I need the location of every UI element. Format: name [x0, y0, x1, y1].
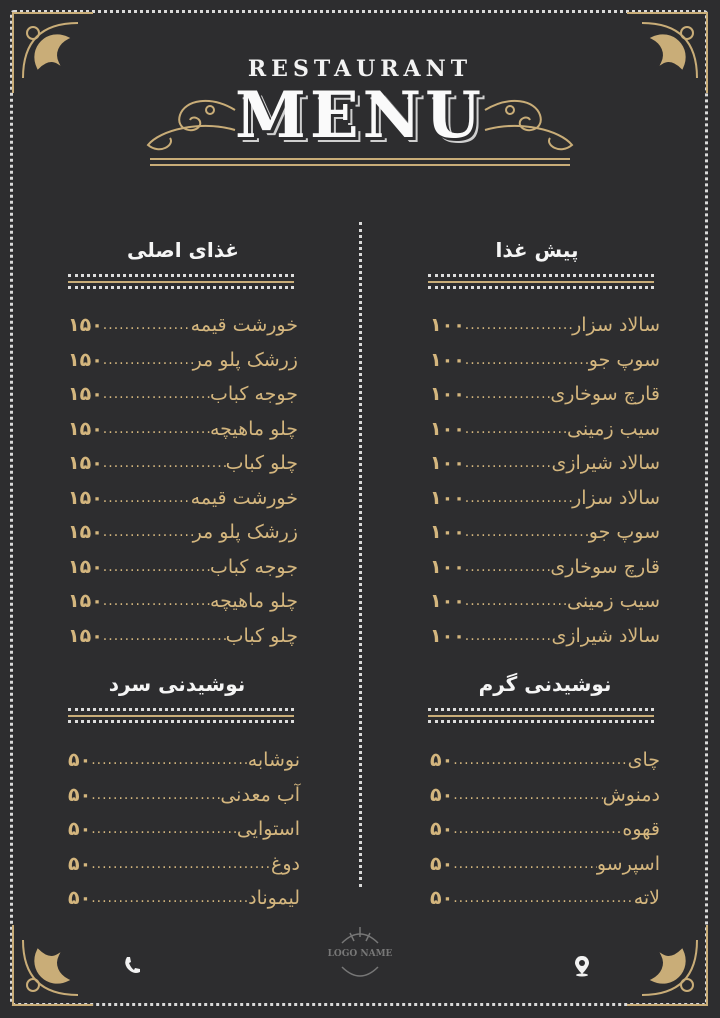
leader-dots: [103, 621, 226, 651]
item-price: ۱۵۰: [68, 624, 103, 647]
main-rule: [68, 274, 294, 290]
menu-item-hot-drinks: [430, 745, 660, 775]
section-title-main: غذای اصلی: [127, 238, 239, 262]
leader-dots: [103, 483, 191, 513]
leader-dots: [103, 552, 210, 582]
item-price: ۱۰۰: [430, 624, 465, 647]
leader-dots: [453, 745, 627, 775]
item-price: ۱۰۰: [430, 521, 465, 543]
item-price: ۱۵۰: [68, 348, 103, 371]
item-name: سیب زمینی: [566, 417, 660, 440]
phone-icon: [122, 955, 142, 977]
menu-item-starters: [430, 414, 660, 444]
leader-dots: [465, 621, 552, 651]
menu-item-cold-drinks: [68, 883, 300, 913]
item-price: ۱۵۰: [68, 590, 103, 612]
menu-item-main: [68, 448, 298, 478]
menu-item-main: [68, 621, 298, 651]
menu-item-main: [68, 310, 298, 340]
item-price: ۵۰: [430, 887, 454, 909]
item-name: لیموناد: [248, 887, 300, 909]
item-price: ۱۵۰: [68, 417, 103, 440]
leader-dots: [103, 517, 193, 547]
item-price: ۱۰۰: [430, 452, 465, 474]
leader-dots: [91, 780, 220, 810]
header-underline: [150, 158, 570, 160]
menu-item-starters: [430, 483, 660, 513]
header-flourish-right: [480, 90, 580, 160]
item-price: ۱۰۰: [430, 348, 465, 371]
item-name: چلو ماهیچه: [209, 417, 298, 440]
leader-dots: [103, 448, 226, 478]
menu-item-hot-drinks: [430, 780, 660, 810]
menu-item-main: [68, 345, 298, 375]
item-name: قارچ سوخاری: [550, 383, 660, 405]
item-name: سالاد سزار: [572, 314, 660, 336]
item-name: قهوه: [622, 818, 660, 840]
item-price: ۵۰: [68, 783, 92, 806]
leader-dots: [103, 345, 193, 375]
item-name: اسپرسو: [596, 852, 660, 875]
menu-item-starters: [430, 517, 660, 547]
logo: [320, 915, 400, 995]
leader-dots: [453, 883, 633, 913]
leader-dots: [103, 310, 191, 340]
menu-item-cold-drinks: [68, 780, 300, 810]
leader-dots: [465, 483, 572, 513]
menu-item-starters: [430, 379, 660, 409]
leader-dots: [465, 517, 589, 547]
leader-dots: [453, 780, 602, 810]
menu-item-cold-drinks: [68, 814, 300, 844]
item-price: ۱۰۰: [430, 486, 465, 509]
item-name: استوایی: [236, 818, 300, 840]
leader-dots: [465, 552, 551, 582]
menu-item-starters: [430, 552, 660, 582]
item-name: زرشک پلو مر: [192, 521, 298, 543]
item-name: لاته: [633, 887, 660, 909]
item-price: ۵۰: [68, 818, 92, 840]
column-divider: [359, 222, 362, 887]
logo-text: LOGO NAME: [327, 949, 393, 959]
item-name: سوپ جو: [588, 521, 660, 543]
restaurant-label: RESTAURANT: [247, 56, 473, 82]
menu-item-hot-drinks: [430, 849, 660, 879]
item-name: دمنوش: [602, 783, 660, 806]
leader-dots: [465, 379, 551, 409]
item-price: ۱۰۰: [430, 314, 465, 336]
item-name: خورشت قیمه: [190, 314, 298, 336]
item-name: زرشک پلو مر: [192, 348, 298, 371]
item-price: ۱۵۰: [68, 521, 103, 543]
header-flourish-left: [140, 90, 240, 160]
section-title-hot-drinks: نوشیدنی گرم: [478, 672, 612, 696]
item-name: چلو ماهیچه: [209, 590, 298, 612]
leader-dots: [465, 586, 567, 616]
item-name: جوجه کباب: [210, 555, 298, 578]
menu-item-starters: [430, 448, 660, 478]
menu-item-main: [68, 379, 298, 409]
menu-item-hot-drinks: [430, 814, 660, 844]
item-price: ۱۵۰: [68, 452, 103, 474]
item-price: ۱۰۰: [430, 417, 465, 440]
menu-item-main: [68, 517, 298, 547]
item-name: جوجه کباب: [210, 383, 298, 405]
item-price: ۵۰: [430, 818, 454, 840]
item-price: ۵۰: [68, 749, 92, 771]
item-name: دوغ: [271, 852, 300, 875]
item-name: قارچ سوخاری: [550, 555, 660, 578]
corner-ornament-bottom-right: [622, 920, 712, 1010]
leader-dots: [91, 883, 248, 913]
item-price: ۵۰: [430, 749, 454, 771]
item-price: ۱۵۰: [68, 486, 103, 509]
cold-drinks-rule: [68, 708, 294, 724]
item-price: ۱۰۰: [430, 383, 465, 405]
section-title-cold-drinks: نوشیدنی سرد: [108, 672, 246, 696]
menu-title: MENU: [235, 78, 485, 153]
item-name: چلو کباب: [225, 624, 298, 647]
item-name: سوپ جو: [588, 348, 660, 371]
menu-item-starters: [430, 310, 660, 340]
leader-dots: [103, 379, 210, 409]
leader-dots: [91, 849, 271, 879]
leader-dots: [453, 849, 597, 879]
leader-dots: [91, 814, 237, 844]
corner-ornament-bottom-left: [8, 920, 98, 1010]
menu-item-main: [68, 483, 298, 513]
menu-item-cold-drinks: [68, 849, 300, 879]
item-name: سالاد سزار: [572, 486, 660, 509]
menu-item-main: [68, 414, 298, 444]
menu-item-starters: [430, 621, 660, 651]
item-price: ۱۵۰: [68, 555, 103, 578]
item-price: ۵۰: [68, 887, 92, 909]
hot-drinks-rule: [428, 708, 654, 724]
leader-dots: [465, 310, 572, 340]
leader-dots: [465, 448, 552, 478]
leader-dots: [91, 745, 248, 775]
leader-dots: [103, 586, 210, 616]
item-name: سالاد شیرازی: [551, 624, 660, 647]
item-name: نوشابه: [247, 749, 300, 771]
item-name: آب معدنی: [220, 783, 300, 806]
menu-item-starters: [430, 345, 660, 375]
leader-dots: [453, 814, 622, 844]
menu-item-main: [68, 586, 298, 616]
menu-item-main: [68, 552, 298, 582]
location-pin-icon: [572, 955, 592, 977]
item-name: چای: [627, 749, 660, 771]
header-underline-2: [150, 164, 570, 166]
item-price: ۵۰: [430, 783, 454, 806]
starters-rule: [428, 274, 654, 290]
menu-item-hot-drinks: [430, 883, 660, 913]
item-price: ۱۰۰: [430, 555, 465, 578]
item-price: ۱۵۰: [68, 383, 103, 405]
leader-dots: [465, 345, 589, 375]
item-name: سالاد شیرازی: [551, 452, 660, 474]
leader-dots: [465, 414, 567, 444]
item-price: ۱۰۰: [430, 590, 465, 612]
item-price: ۱۵۰: [68, 314, 103, 336]
section-title-starters: پیش غذا: [495, 238, 579, 262]
menu-item-starters: [430, 586, 660, 616]
menu-item-cold-drinks: [68, 745, 300, 775]
item-name: چلو کباب: [225, 452, 298, 474]
item-name: خورشت قیمه: [190, 486, 298, 509]
leader-dots: [103, 414, 210, 444]
item-name: سیب زمینی: [566, 590, 660, 612]
menu-header: [0, 50, 720, 180]
item-price: ۵۰: [430, 852, 454, 875]
item-price: ۵۰: [68, 852, 92, 875]
